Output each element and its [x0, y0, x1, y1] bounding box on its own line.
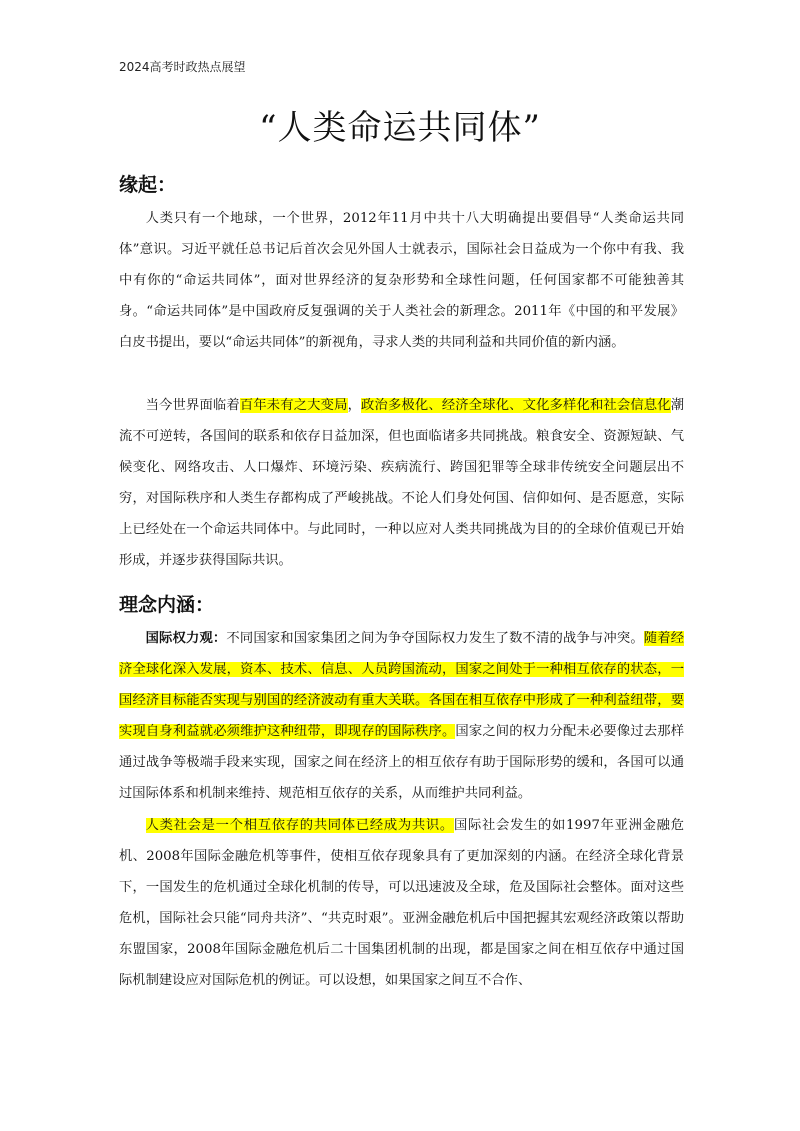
section-heading-concept: 理念内涵：	[119, 594, 215, 616]
paragraph-origin-2	[119, 390, 684, 576]
highlight-run: 人类社会是一个相互依存的共同体已经成为共识。	[145, 818, 454, 833]
text-run: 国际社会发生的如1997年亚洲金融危机、2008年国际金融危机等事件，使相互依存现象具有了更加深刻的内涵。在经济全球化背景下，一国发生的危机通过全球化机制的传导，可以迅速波及全球，危及国际社会整体。面对这些危机，国际社会只能“同舟共济”、“共克时艰”。亚洲金融危机后中国把握其宏观经济政策以帮助东盟国家，2008年国际金融危机后二十国集团机制的出现，都是国家之间在相互依存中通过国际机制建设应对国际危机的例证。可以设想，如果国家之间互不合作、	[119, 818, 684, 988]
text-run: 潮流不可逆转，各国间的联系和依存日益加深，但也面临诸多共同挑战。粮食安全、资源短缺、气候变化、网络攻击、人口爆炸、环境污染、疾病流行、跨国犯罪等全球非传统安全问题层出不穷，对国际秩序和人类生存都构成了严峻挑战。不论人们身处何国、信仰如何、是否愿意，实际上已经处在一个命运共同体中。与此同时，一种以应对人类共同挑战为目的的全球价值观已开始形成，并逐步获得国际共识。	[119, 398, 685, 568]
text-run: 当今世界面临着	[145, 398, 240, 413]
paragraph-power-view	[119, 623, 684, 809]
text-run: ，	[347, 398, 362, 413]
paragraph-interdependence	[119, 810, 684, 996]
running-header: 2024高考时政热点展望	[119, 60, 246, 74]
text-run: 不同国家和国家集团之间为争夺国际权力发生了数不清的战争与冲突。	[226, 631, 644, 646]
term-label: 国际权力观：	[145, 631, 227, 646]
page-title: “人类命运共同体”	[259, 108, 541, 148]
highlight-run: 百年未有之大变局	[239, 398, 348, 413]
section-heading-origin: 缘起：	[119, 174, 177, 196]
highlight-run: 随着经济全球化深入发展，资本、技术、信息、人员跨国流动，国家之间处于一种相互依存的状态，一国经济目标能否实现与别国的经济波动有重大关联。各国在相互依存中形成了一种利益纽带，要实现自身利益就必须维护这种纽带，即现存的国际秩序。	[119, 631, 685, 739]
text-run: 国家之间的权力分配未必要像过去那样通过战争等极端手段来实现，国家之间在经济上的相互依存有助于国际形势的缓和，各国可以通过国际体系和机制来维持、规范相互依存的关系，从而维护共同利益。	[119, 724, 685, 801]
paragraph-origin-1: 人类只有一个地球，一个世界，2012年11月中共十八大明确提出要倡导“人类命运共同体”意识。习近平就任总书记后首次会见外国人士就表示，国际社会日益成为一个你中有我、我中有你的“命运共同体”，面对世界经济的复杂形势和全球性问题，任何国家都不可能独善其身。“命运共同体”是中国政府反复强调的关于人类社会的新理念。2011年《中国的和平发展》白皮书提出，要以“命运共同体”的新视角，寻求人类的共同利益和共同价值的新内涵。	[119, 211, 684, 350]
highlight-run: 政治多极化、经济全球化、文化多样化和社会信息化	[361, 398, 671, 413]
